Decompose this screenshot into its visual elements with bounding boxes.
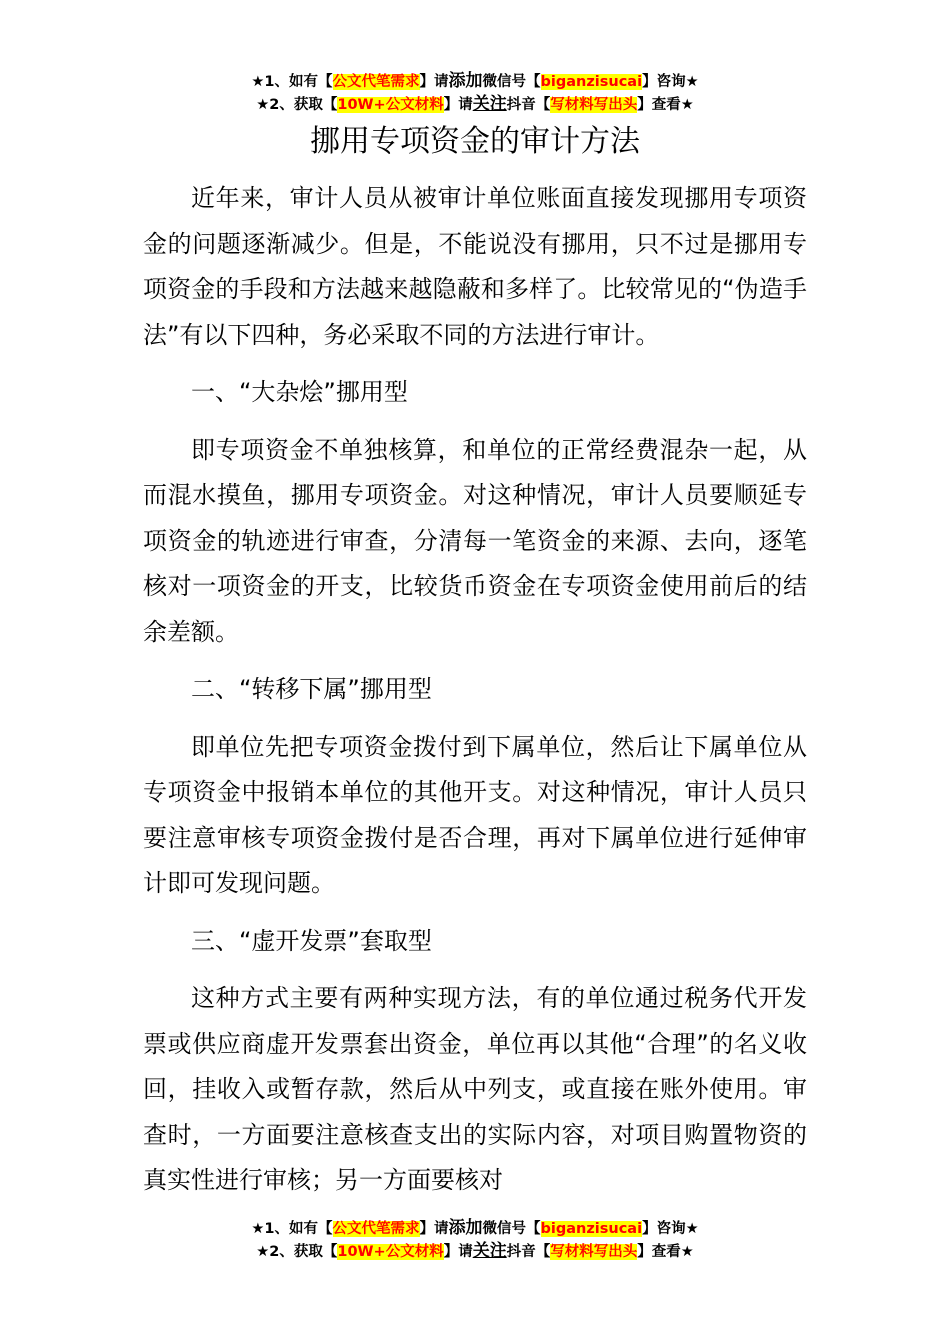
paragraph: 即单位先把专项资金拨付到下属单位，然后让下属单位从专项资金中报销本单位的其他开支。对这种情况，审计人员只要注意审核专项资金拨付是否合理，再对下属单位进行延伸审计即可发现问题。 (143, 732, 807, 897)
paragraph: 这种方式主要有两种实现方法，有的单位通过税务代开发票或供应商虚开发票套出资金，单位再以其他“合理”的名义收回，挂收入或暂存款，然后从中列支，或直接在账外使用。审查时，一方面要注意核查支出的实际内容，对项目购置物资的真实性进行审核；另一方面要核对 (143, 984, 807, 1194)
promo-text: ★1、如有【 (251, 1221, 333, 1237)
document-body (143, 176, 807, 1216)
promo-highlight: 公文代笔需求 (332, 74, 420, 90)
promo-text: 】请 (419, 74, 449, 90)
header-promo-banner (0, 70, 950, 116)
promo-text: 】请 (443, 97, 473, 113)
promo-line-2 (0, 93, 950, 116)
promo-text: 抖音【 (506, 1244, 551, 1260)
promo-text: 】咨询★ (642, 74, 699, 90)
promo-text: 】请 (443, 1244, 473, 1260)
promo-highlight: 写材料写出头 (550, 97, 638, 113)
promo-text: 】咨询★ (642, 1221, 699, 1237)
paragraph: 即专项资金不单独核算，和单位的正常经费混杂一起，从而混水摸鱼，挪用专项资金。对这种情况，审计人员要顺延专项资金的轨迹进行审查，分清每一笔资金的来源、去向，逐笔核对一项资金的开支，比较货币资金在专项资金使用前后的结余差额。 (143, 435, 807, 646)
promo-highlight: 写材料写出头 (550, 1244, 638, 1260)
document-title: 挪用专项资金的审计方法 (310, 124, 640, 159)
promo-text: 】查看★ (637, 97, 694, 113)
promo-text: 微信号【 (482, 74, 541, 90)
promo-text: ★2、获取【 (256, 1244, 338, 1260)
promo-text: 抖音【 (506, 97, 551, 113)
promo-line-2 (0, 1240, 950, 1263)
promo-text: ★2、获取【 (256, 97, 338, 113)
section-heading: 一、“大杂烩”挪用型 (191, 378, 408, 406)
promo-highlight: biganzisucai (540, 1221, 643, 1237)
promo-emphasis: 关注 (472, 1241, 507, 1261)
footer-promo-banner (0, 1217, 950, 1263)
promo-line-1 (0, 1217, 950, 1240)
paragraph: 近年来，审计人员从被审计单位账面直接发现挪用专项资金的问题逐渐减少。但是，不能说没有挪用，只不过是挪用专项资金的手段和方法越来越隐蔽和多样了。比较常见的“伪造手法”有以下四种，务必采取不同的方法进行审计。 (143, 184, 807, 349)
promo-highlight: 10W+公文材料 (337, 1244, 444, 1260)
promo-emphasis: 添加 (448, 1218, 483, 1238)
promo-emphasis: 关注 (472, 94, 507, 114)
promo-highlight: biganzisucai (540, 74, 643, 90)
promo-highlight: 10W+公文材料 (337, 97, 444, 113)
promo-text: 微信号【 (482, 1221, 541, 1237)
promo-text: ★1、如有【 (251, 74, 333, 90)
section-heading: 二、“转移下属”挪用型 (191, 675, 432, 703)
promo-emphasis: 添加 (448, 71, 483, 91)
promo-line-1 (0, 70, 950, 93)
promo-text: 】请 (419, 1221, 449, 1237)
section-heading: 三、“虚开发票”套取型 (191, 926, 432, 955)
promo-highlight: 公文代笔需求 (332, 1221, 420, 1237)
promo-text: 】查看★ (637, 1244, 694, 1260)
